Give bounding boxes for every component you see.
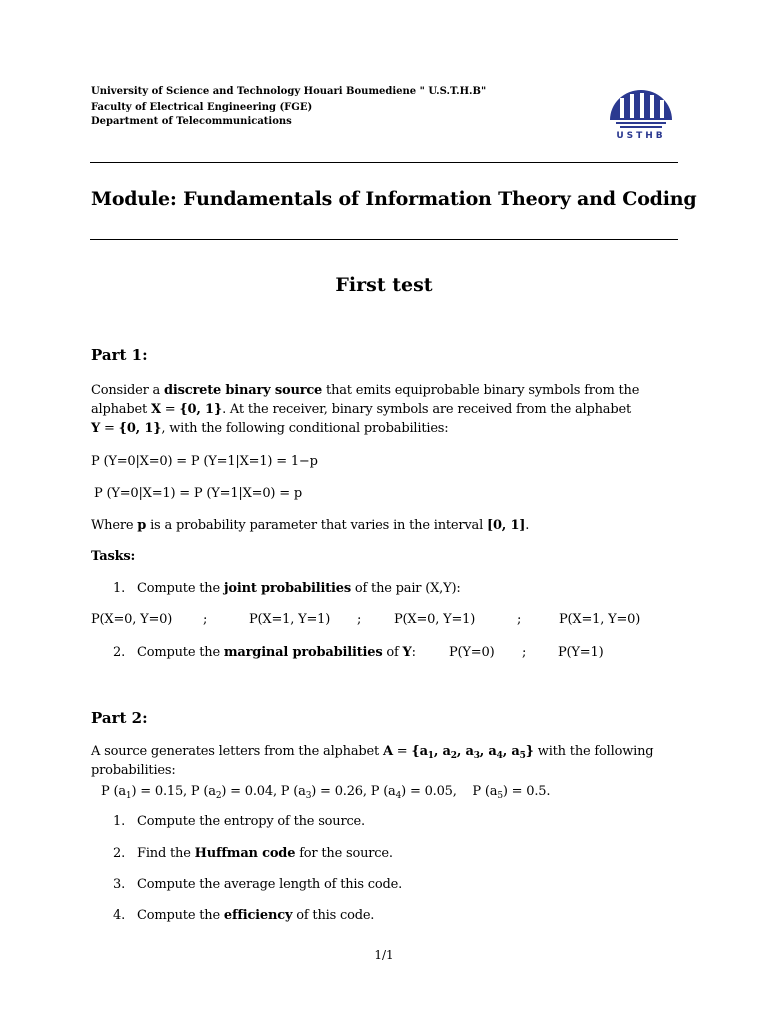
task2-text: Compute the marginal probabilities of Y:: [137, 645, 416, 660]
part1-where: Where p is a probability parameter that varies in the interval [0, 1].: [91, 518, 530, 533]
logo-text: USTHB: [616, 131, 666, 141]
part1-intro-line2: alphabet X = {0, 1}. At the receiver, binary symbols are received from the alphabet: [91, 402, 631, 417]
p2-task3-text: Compute the average length of this code.: [137, 877, 403, 892]
p2-task2-number: 2.: [113, 846, 126, 861]
joint-separator: ;: [203, 612, 208, 627]
test-title: First test: [335, 274, 433, 296]
p2-task1-number: 1.: [113, 814, 126, 829]
task1-text: Compute the joint probabilities of the pair (X,Y):: [137, 581, 461, 596]
part2-heading: Part 2:: [91, 709, 148, 727]
department-name: Department of Telecommunications: [91, 116, 292, 127]
probabilities-line: P $(a_1) = 0.15$, P $(a_2) = 0.04$, P $(a_3) = 0.26$, P $(a_4) = 0.05$, P $(a_5) = 0.5$.: [101, 784, 551, 801]
marginal-separator: ;: [522, 645, 527, 660]
marginal-prob-y0: P(Y=0): [449, 645, 495, 660]
joint-separator: ;: [357, 612, 362, 627]
p2-task2-text: Find the Huffman code for the source.: [137, 846, 393, 861]
p2-task4-number: 4.: [113, 908, 126, 923]
equation-2: P (Y=0|X=1) = P (Y=1|X=0) = p: [94, 486, 302, 501]
module-divider: [90, 239, 678, 240]
joint-prob-10: P(X=1, Y=0): [559, 612, 641, 627]
joint-separator: ;: [517, 612, 522, 627]
part1-intro-line3: Y = {0, 1}, with the following conditional probabilities:: [91, 421, 449, 436]
joint-prob-00: P(X=0, Y=0): [91, 612, 173, 627]
header-divider: [90, 162, 678, 163]
joint-prob-11: P(X=1, Y=1): [249, 612, 331, 627]
tasks-label: Tasks:: [91, 549, 136, 564]
p2-task3-number: 3.: [113, 877, 126, 892]
marginal-prob-y1: P(Y=1): [558, 645, 604, 660]
page-number: 1/1: [374, 948, 394, 962]
joint-prob-01: P(X=0, Y=1): [394, 612, 476, 627]
faculty-name: Faculty of Electrical Engineering (FGE): [91, 102, 313, 113]
equation-1: P (Y=0|X=0) = P (Y=1|X=1) = 1−p: [91, 454, 318, 469]
p2-task1-text: Compute the entropy of the source.: [137, 814, 365, 829]
university-name: University of Science and Technology Houari Boumediene " U.S.T.H.B": [91, 86, 487, 97]
part2-intro-line2: probabilities:: [91, 763, 176, 778]
usthb-logo: [606, 86, 676, 146]
part1-heading: Part 1:: [91, 346, 148, 364]
module-title: Module: Fundamentals of Information Theory and Coding: [91, 188, 697, 210]
part2-intro-line1: A source generates letters from the alphabet $A = \{a_1$, $a_2$, $a_3$, $a_4$, $a_5$} with the following: [91, 744, 654, 761]
p2-task4-text: Compute the efficiency of this code.: [137, 908, 375, 923]
part1-intro-line1: Consider a discrete binary source that emits equiprobable binary symbols from the: [91, 383, 640, 398]
task2-number: 2.: [113, 645, 126, 660]
task1-number: 1.: [113, 581, 126, 596]
